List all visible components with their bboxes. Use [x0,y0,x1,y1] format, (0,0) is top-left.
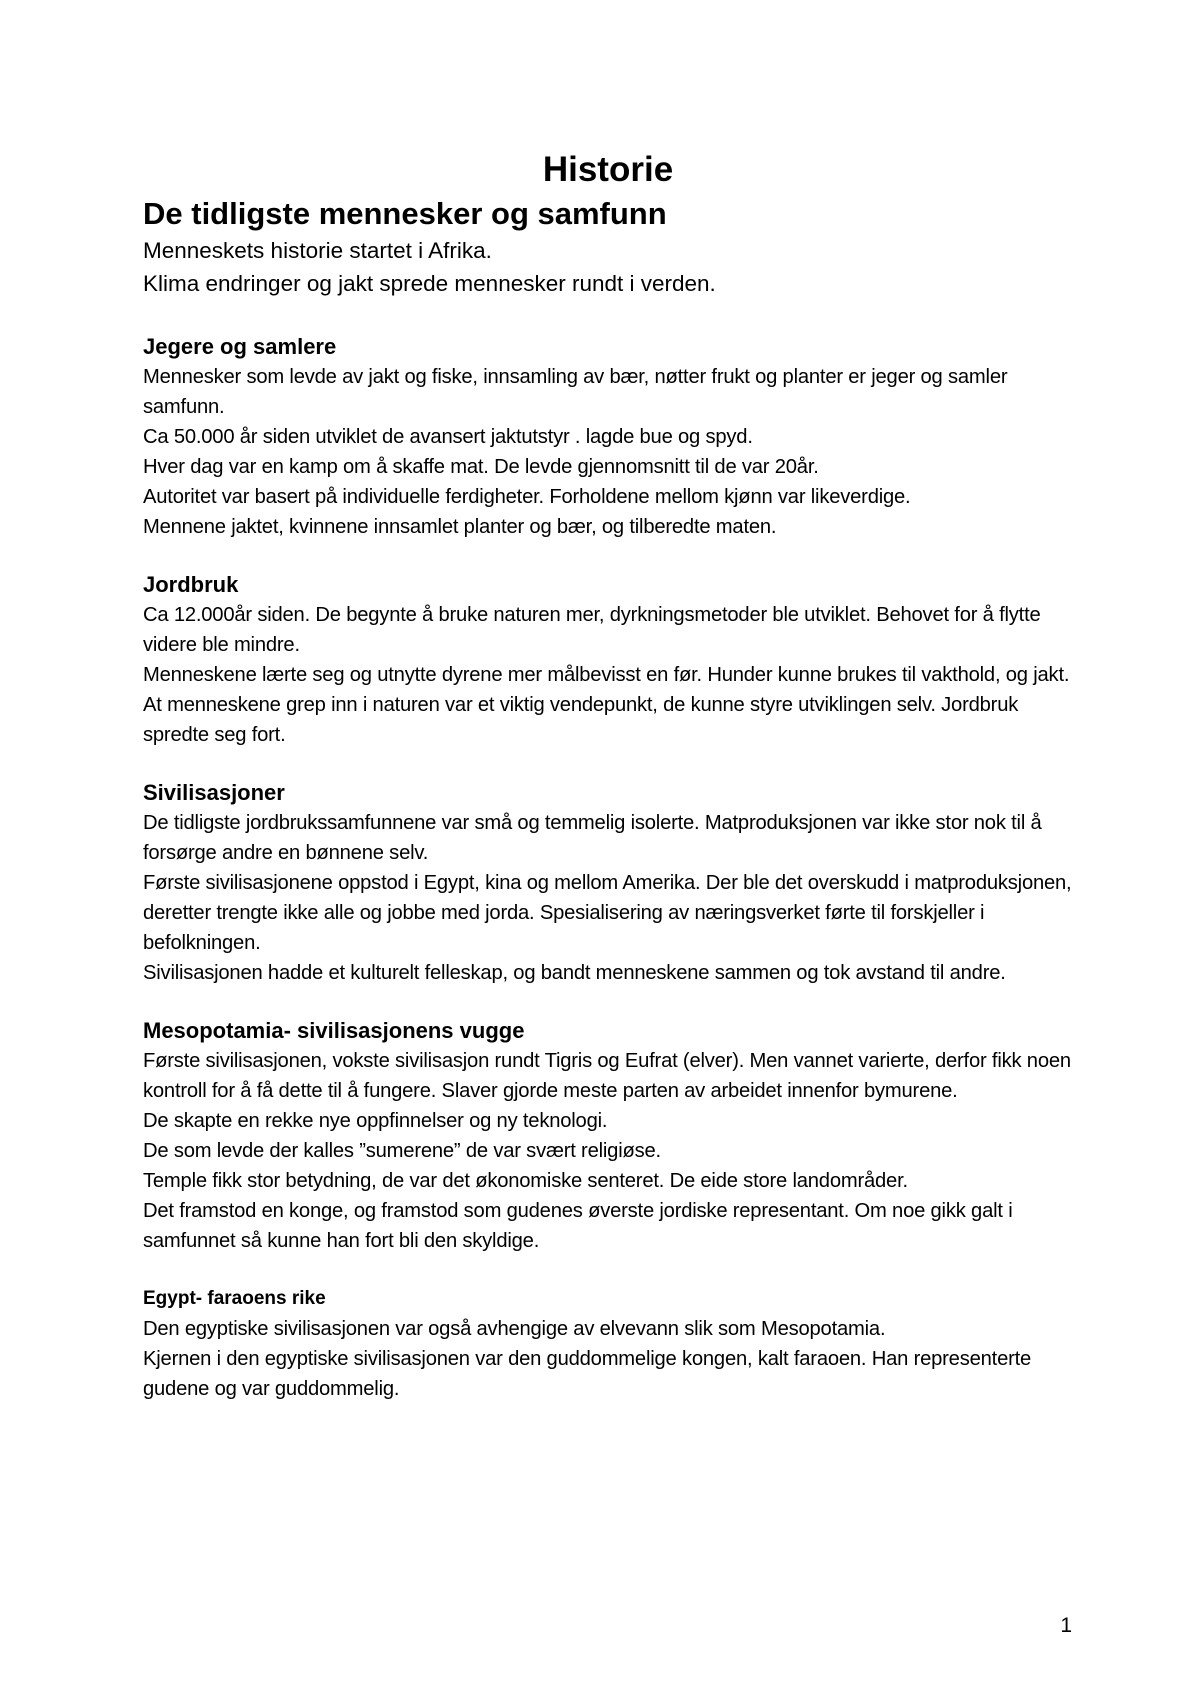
paragraph: Den egyptiske sivilisasjonen var også avhengige av elvevann slik som Mesopotamia. [143,1318,886,1340]
paragraph: Mennesker som levde av jakt og fiske, innsamling av bær, nøtter frukt og planter er jeger og samler samfunn. [143,366,1008,418]
paragraph: De tidligste jordbrukssamfunnene var små og temmelig isolerte. Matproduksjonen var ikke stor nok til å forsørge andre en bønnene selv. [143,812,1042,864]
section-heading: Egypt- faraoens rike [143,1288,326,1309]
paragraph: Menneskene lærte seg og utnytte dyrene mer målbevisst en før. Hunder kunne brukes til vakthold, og jakt. At menneskene grep inn i naturen var et viktig vendepunkt, de kunne styre utviklingen selv. Jordbruk spredte seg fort. [143,664,1070,746]
paragraph: Temple fikk stor betydning, de var det økonomiske senteret. De eide store landområder. [143,1170,908,1192]
paragraph: De som levde der kalles ”sumerene” de var svært religiøse. [143,1140,661,1162]
paragraph: Det framstod en konge, og framstod som gudenes øverste jordiske representant. Om noe gikk galt i samfunnet så kunne han fort bli den skyldige. [143,1200,1013,1252]
section-heading: Jegere og samlere [143,334,337,359]
intro-line: Klima endringer og jakt sprede mennesker rundt i verden. [143,271,716,296]
section-sivilisasjoner [143,778,1073,988]
paragraph: Ca 12.000år siden. De begynte å bruke naturen mer, dyrkningsmetoder ble utviklet. Behovet for å flytte videre ble mindre. [143,604,1041,656]
paragraph: Hver dag var en kamp om å skaffe mat. De levde gjennomsnitt til de var 20år. [143,456,819,478]
intro-block [143,234,1073,300]
paragraph: Autoritet var basert på individuelle ferdigheter. Forholdene mellom kjønn var likeverdige. [143,486,911,508]
section-heading: Mesopotamia- sivilisasjonens vugge [143,1018,525,1043]
page-number: 1 [1060,1614,1072,1637]
intro-line: Menneskets historie startet i Afrika. [143,238,492,263]
document-subtitle: De tidligste mennesker og samfunn [143,196,667,231]
document-title: Historie [542,150,674,189]
paragraph: Mennene jaktet, kvinnene innsamlet planter og bær, og tilberedte maten. [143,516,777,538]
section-mesopotamia [143,1016,1073,1256]
paragraph: Ca 50.000 år siden utviklet de avansert jaktutstyr . lagde bue og spyd. [143,426,753,448]
section-heading: Jordbruk [143,572,239,597]
section-heading: Sivilisasjoner [143,780,285,805]
paragraph: Første sivilisasjonen, vokste sivilisasjon rundt Tigris og Eufrat (elver). Men vannet varierte, derfor fikk noen kontroll for å få dette til å fungere. Slaver gjorde meste parten av arbeidet innenfor bymurene. [143,1050,1071,1102]
paragraph: Kjernen i den egyptiske sivilisasjonen var den guddommelige kongen, kalt faraoen. Han representerte gudene og var guddommelig. [143,1348,1032,1400]
document-body [143,148,1073,1404]
paragraph: Sivilisasjonen hadde et kulturelt felleskap, og bandt menneskene sammen og tok avstand til andre. [143,962,1006,984]
section-egypt [143,1284,1073,1404]
paragraph: Første sivilisasjonene oppstod i Egypt, kina og mellom Amerika. Der ble det overskudd i matproduksjonen, deretter trengte ikke alle og jobbe med jorda. Spesialisering av næringsverket førte til forskjeller i befolkningen. [143,872,1072,954]
section-jegere-og-samlere [143,332,1073,542]
section-jordbruk [143,570,1073,750]
paragraph: De skapte en rekke nye oppfinnelser og ny teknologi. [143,1110,608,1132]
